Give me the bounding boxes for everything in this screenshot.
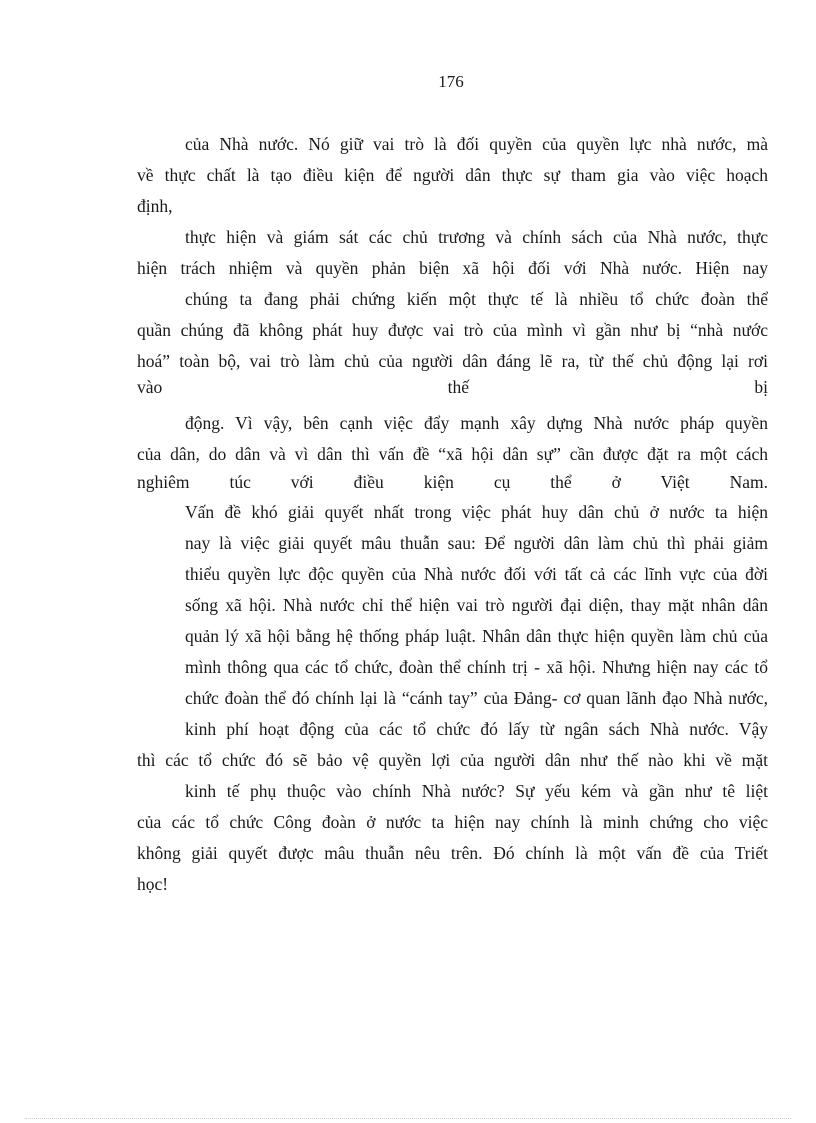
text-line: thì các tổ chức đó sẽ bảo vệ quyền lợi của người dân như thế nào khi về mặt <box>137 750 768 770</box>
text-line: Vấn đề khó giải quyết nhất trong việc phát huy dân chủ ở nước ta hiện <box>185 502 768 522</box>
text-line: sống xã hội. Nhà nước chỉ thể hiện vai trò người đại diện, thay mặt nhân dân <box>185 595 768 615</box>
text-line: nghiêm túc với điều kiện cụ thể ở Việt Nam. <box>137 472 768 492</box>
text-line: về thực chất là tạo điều kiện để người dân thực sự tham gia vào việc hoạch <box>137 165 768 185</box>
page-number: 176 <box>438 72 464 91</box>
text-line: kinh phí hoạt động của các tổ chức đó lấy từ ngân sách Nhà nước. Vậy <box>185 719 768 739</box>
text-line: động. Vì vậy, bên cạnh việc đẩy mạnh xây dựng Nhà nước pháp quyền <box>185 413 768 433</box>
text-line: hiện trách nhiệm và quyền phản biện xã hội đối với Nhà nước. Hiện nay <box>137 258 768 278</box>
text-line: định, <box>137 196 173 216</box>
text-line: quần chúng đã không phát huy được vai trò của mình vì gần như bị “nhà nước <box>137 320 768 340</box>
text-line: thiểu quyền lực độc quyền của Nhà nước đối với tất cả các lĩnh vực của đời <box>185 564 768 584</box>
page-bottom-border <box>25 1118 791 1119</box>
text-line: hoá” toàn bộ, vai trò làm chủ của người dân đáng lẽ ra, từ thế chủ động lại rơi <box>137 351 768 371</box>
text-line: vào thế bị <box>137 377 768 397</box>
text-line: chúng ta đang phải chứng kiến một thực tế là nhiều tổ chức đoàn thể <box>185 289 768 309</box>
text-line: chức đoàn thể đó chính lại là “cánh tay” của Đảng- cơ quan lãnh đạo Nhà nước, <box>185 688 768 708</box>
text-line: của Nhà nước. Nó giữ vai trò là đối quyền của quyền lực nhà nước, mà <box>185 134 768 154</box>
text-line: không giải quyết được mâu thuẫn nêu trên. Đó chính là một vấn đề của Triết <box>137 843 768 863</box>
text-line: mình thông qua các tổ chức, đoàn thể chính trị - xã hội. Nhưng hiện nay các tổ <box>185 657 768 677</box>
text-line: nay là việc giải quyết mâu thuẫn sau: Để người dân làm chủ thì phải giảm <box>185 533 768 553</box>
text-line: thực hiện và giám sát các chủ trương và chính sách của Nhà nước, thực <box>185 227 768 247</box>
text-line: kinh tế phụ thuộc vào chính Nhà nước? Sự yếu kém và gần như tê liệt <box>185 781 768 801</box>
text-line: quản lý xã hội bằng hệ thống pháp luật. Nhân dân thực hiện quyền làm chủ của <box>185 626 768 646</box>
text-line: của các tổ chức Công đoàn ở nước ta hiện nay chính là minh chứng cho việc <box>137 812 768 832</box>
text-line: của dân, do dân và vì dân thì vấn đề “xã hội dân sự” cần được đặt ra một cách <box>137 444 768 464</box>
text-line: học! <box>137 874 169 894</box>
